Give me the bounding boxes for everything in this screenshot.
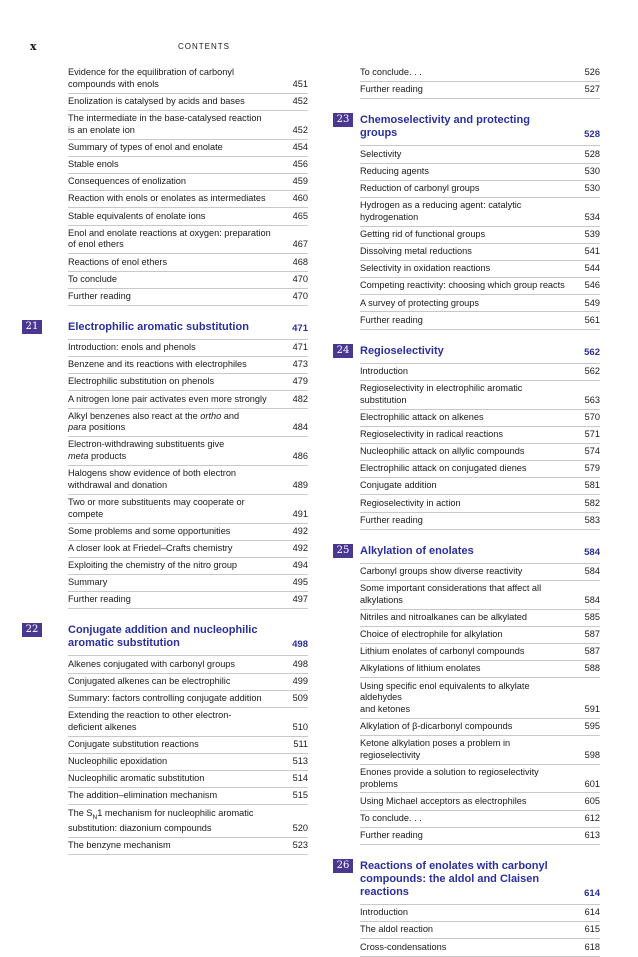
- chapter-heading: [336, 858, 600, 905]
- toc-entry: [360, 82, 600, 99]
- toc-entry: [360, 181, 600, 198]
- toc-entry: [360, 939, 600, 956]
- toc-entry-page: 494: [292, 560, 308, 571]
- toc-entry-page: 491: [292, 508, 308, 519]
- toc-entry-page: 471: [292, 342, 308, 353]
- toc-entry-page: 495: [292, 577, 308, 588]
- toc-entry-page: 497: [292, 594, 308, 605]
- toc-entry-page: 588: [584, 663, 600, 674]
- toc-entry-title: The addition–elimination mechanism: [68, 790, 218, 801]
- toc-entry: [68, 788, 308, 805]
- toc-entry-page: 591: [584, 703, 600, 714]
- toc-entry: [68, 157, 308, 174]
- toc-entry-page: 587: [584, 629, 600, 640]
- toc-entry: [360, 736, 600, 765]
- chapter-page: 528: [584, 129, 600, 141]
- toc-entry-page: 561: [584, 314, 600, 325]
- toc-entry: [68, 65, 308, 94]
- toc-entry: [360, 410, 600, 427]
- toc-entry: [360, 513, 600, 530]
- toc-entry-page: 584: [584, 565, 600, 576]
- toc-entry-title: Dissolving metal reductions: [360, 245, 472, 256]
- toc-entry-page: 579: [584, 463, 600, 474]
- toc-entry-page: 509: [292, 692, 308, 703]
- toc-entry-title: To conclude. . .: [360, 67, 422, 78]
- toc-entry: [360, 461, 600, 478]
- toc-entry-page: 484: [292, 422, 308, 433]
- toc-entry-title: Carbonyl groups show diverse reactivity: [360, 565, 523, 576]
- toc-entry-title: Conjugate substitution reactions: [68, 738, 199, 749]
- toc-entry-title: Nucleophilic attack on allylic compounds: [360, 446, 525, 457]
- toc-entry-page: 486: [292, 451, 308, 462]
- toc-entry-title: Further reading: [68, 290, 131, 301]
- toc-entry: [68, 289, 308, 306]
- toc-entry-title: Further reading: [360, 514, 423, 525]
- toc-entry-page: 570: [584, 411, 600, 422]
- toc-entry-page: 526: [584, 67, 600, 78]
- toc-entry-page: 528: [584, 148, 600, 159]
- toc-entry-page: 563: [584, 394, 600, 405]
- toc-entry-title: Further reading: [68, 594, 131, 605]
- toc-entry-title: Two or more substituents may cooperate or compete: [68, 497, 245, 519]
- toc-entry: [360, 65, 600, 82]
- toc-entry-title: Introduction: enols and phenols: [68, 342, 196, 353]
- toc-entry: [360, 312, 600, 329]
- toc-entry-title: Competing reactivity: choosing which group reacts: [360, 280, 565, 291]
- toc-entry: [68, 691, 308, 708]
- chapter-number-badge: 21: [22, 320, 42, 334]
- toc-entry-page: 527: [584, 84, 600, 95]
- toc-entry: [68, 495, 308, 524]
- toc-entry-title: Summary: [68, 577, 108, 588]
- toc-entry-title: Alkyl benzenes also react at the ortho and para positions: [68, 410, 240, 433]
- toc-entry-title: Nitriles and nitroalkanes can be alkylated: [360, 611, 527, 622]
- chapter-number-badge: 24: [333, 344, 353, 358]
- toc-entry: [68, 805, 308, 838]
- toc-entry: [360, 495, 600, 512]
- toc-entry-page: 468: [292, 256, 308, 267]
- toc-entry-title: Reaction with enols or enolates as intermediates: [68, 193, 266, 204]
- chapter-number-badge: 25: [333, 544, 353, 558]
- toc-entry-page: 489: [292, 479, 308, 490]
- toc-entry-page: 571: [584, 428, 600, 439]
- toc-entry-title: The intermediate in the base-catalysed reaction is an enolate ion: [68, 113, 262, 135]
- toc-entry: [360, 811, 600, 828]
- toc-entry-title: Consequences of enolization: [68, 176, 186, 187]
- toc-entry: [68, 226, 308, 255]
- page-number: x: [30, 40, 37, 53]
- toc-entry-page: 451: [292, 78, 308, 89]
- toc-entry: [68, 575, 308, 592]
- toc-entry: [68, 708, 308, 737]
- toc-entry: [68, 437, 308, 466]
- toc-entry-page: 510: [292, 721, 308, 732]
- toc-entry: [360, 564, 600, 581]
- toc-entry-page: 581: [584, 480, 600, 491]
- toc-entry: [68, 592, 308, 609]
- chapter-number-badge: 23: [333, 113, 353, 127]
- toc-entry: [360, 381, 600, 410]
- chapter-title: Reactions of enolates with carbonyl compounds: the aldol and Claisen reactions: [360, 860, 548, 898]
- toc-entry-title: Choice of electrophile for alkylation: [360, 629, 503, 640]
- toc-entry-page: 574: [584, 446, 600, 457]
- toc-entry: [360, 278, 600, 295]
- toc-entry-page: 515: [292, 790, 308, 801]
- toc-entry-title: Alkylation of β-dicarbonyl compounds: [360, 720, 513, 731]
- toc-entry: [68, 656, 308, 673]
- toc-entry-title: Summary: factors controlling conjugate addition: [68, 692, 262, 703]
- toc-entry-page: 473: [292, 359, 308, 370]
- toc-entry-page: 482: [292, 393, 308, 404]
- toc-entry-page: 614: [584, 907, 600, 918]
- toc-entry-title: Halogens show evidence of both electron withdrawal and donation: [68, 468, 237, 490]
- toc-entry-page: 452: [292, 124, 308, 135]
- toc-entry-title: A nitrogen lone pair activates even more strongly: [68, 393, 267, 404]
- toc-entry-page: 541: [584, 245, 600, 256]
- chapter-heading: [336, 343, 600, 364]
- toc-entry-page: 460: [292, 193, 308, 204]
- toc-entry-title: The $S_N1$ mechanism for nucleophilic aromatic substitution: diazonium compounds: [68, 807, 254, 834]
- toc-entry-title: The aldol reaction: [360, 924, 434, 935]
- toc-entry-title: Further reading: [360, 84, 423, 95]
- toc-entry: [68, 391, 308, 408]
- toc-entry-page: 454: [292, 141, 308, 152]
- toc-entry-page: 514: [292, 773, 308, 784]
- chapter-heading: [25, 622, 308, 656]
- toc-entry: [360, 364, 600, 381]
- toc-entry: [68, 524, 308, 541]
- toc-entry-page: 613: [584, 830, 600, 841]
- toc-entry-page: 585: [584, 611, 600, 622]
- toc-entry: [68, 737, 308, 754]
- toc-entry-title: Conjugate addition: [360, 480, 437, 491]
- toc-entry: [360, 444, 600, 461]
- toc-entry-title: To conclude. . .: [360, 812, 422, 823]
- toc-entry: [68, 191, 308, 208]
- toc-entry: [360, 661, 600, 678]
- toc-entry-title: Some problems and some opportunities: [68, 525, 231, 536]
- chapter-title: Electrophilic aromatic substitution: [68, 320, 249, 333]
- toc-entry-page: 492: [292, 542, 308, 553]
- chapter-page: 471: [292, 322, 308, 334]
- chapter-page: 562: [584, 346, 600, 358]
- toc-entry-page: 456: [292, 159, 308, 170]
- toc-entry: [360, 627, 600, 644]
- toc-entry-page: 584: [584, 594, 600, 605]
- toc-entry: [68, 838, 308, 855]
- toc-entry-page: 587: [584, 646, 600, 657]
- toc-entry-title: Electrophilic attack on conjugated dienes: [360, 463, 527, 474]
- toc-entry-title: Ketone alkylation poses a problem in regioselectivity: [360, 738, 511, 760]
- toc-entry-page: 499: [292, 675, 308, 686]
- toc-entry-page: 523: [292, 840, 308, 851]
- chapter-title: Alkylation of enolates: [360, 544, 474, 557]
- toc-entry-title: Regioselectivity in electrophilic aromatic substitution: [360, 383, 523, 405]
- toc-entry: [360, 793, 600, 810]
- toc-entry: [360, 198, 600, 227]
- toc-entry-page: 546: [584, 280, 600, 291]
- chapter-title: Regioselectivity: [360, 344, 444, 357]
- running-header: CONTENTS: [178, 42, 230, 51]
- toc-entry: [360, 828, 600, 845]
- toc-entry: [68, 208, 308, 225]
- toc-entry: [360, 610, 600, 627]
- toc-entry-title: Alkenes conjugated with carbonyl groups: [68, 658, 236, 669]
- toc-entry-title: Selectivity: [360, 148, 402, 159]
- toc-entry-page: 479: [292, 376, 308, 387]
- toc-entry: [68, 409, 308, 438]
- toc-entry-page: 470: [292, 290, 308, 301]
- toc-entry-title: Benzene and its reactions with electrophiles: [68, 359, 247, 370]
- toc-entry-title: Introduction: [360, 907, 409, 918]
- toc-entry-page: 470: [292, 273, 308, 284]
- toc-entry-page: 544: [584, 263, 600, 274]
- toc-entry-title: Hydrogen as a reducing agent: catalytic hydrogenation: [360, 200, 522, 222]
- toc-entry-title: Some important considerations that affect all alkylations: [360, 583, 542, 605]
- toc-entry: [360, 922, 600, 939]
- toc-entry: [360, 146, 600, 163]
- toc-entry-title: Enolization is catalysed by acids and bases: [68, 95, 245, 106]
- toc-entry-title: Selectivity in oxidation reactions: [360, 263, 491, 274]
- toc-entry-title: A closer look at Friedel–Crafts chemistry: [68, 542, 233, 553]
- toc-entry-title: Further reading: [360, 830, 423, 841]
- toc-entry-title: Enones provide a solution to regioselectivity problems: [360, 766, 539, 789]
- toc-entry: [68, 111, 308, 140]
- toc-entry-page: 615: [584, 924, 600, 935]
- toc-entry-page: 465: [292, 210, 308, 221]
- toc-entry-title: Exploiting the chemistry of the nitro group: [68, 560, 238, 571]
- toc-entry-title: Extending the reaction to other electron- deficient alkenes: [68, 710, 232, 732]
- toc-entry-title: Reactions of enol ethers: [68, 256, 168, 267]
- chapter-heading: [336, 543, 600, 564]
- toc-entry: [68, 374, 308, 391]
- toc-entry-title: Conjugated alkenes can be electrophilic: [68, 675, 231, 686]
- toc-entry-page: 459: [292, 176, 308, 187]
- toc-entry-title: Enol and enolate reactions at oxygen: preparation of enol ethers: [68, 227, 271, 250]
- toc-entry-title: Lithium enolates of carbonyl compounds: [360, 646, 525, 657]
- toc-entry-page: 582: [584, 497, 600, 508]
- toc-entry-title: Using Michael acceptors as electrophiles: [360, 795, 527, 806]
- toc-entry-page: 595: [584, 720, 600, 731]
- toc-entry-title: Cross-condensations: [360, 941, 447, 952]
- toc-entry: [360, 164, 600, 181]
- toc-entry-title: Introduction: [360, 365, 409, 376]
- toc-entry: [68, 754, 308, 771]
- toc-entry-title: The benzyne mechanism: [68, 840, 171, 851]
- toc-entry-title: Electron-withdrawing substituents give meta products: [68, 439, 225, 462]
- toc-left-column: [25, 65, 308, 855]
- toc-entry: [360, 244, 600, 261]
- toc-entry: [360, 295, 600, 312]
- toc-entry: [68, 272, 308, 289]
- toc-entry-title: Further reading: [360, 314, 423, 325]
- toc-entry-page: 492: [292, 525, 308, 536]
- toc-entry-title: Stable enols: [68, 159, 119, 170]
- toc-entry-page: 605: [584, 795, 600, 806]
- toc-entry-title: Stable equivalents of enolate ions: [68, 210, 206, 221]
- toc-right-column: [336, 65, 600, 957]
- toc-entry-page: 530: [584, 182, 600, 193]
- toc-entry: [68, 541, 308, 558]
- toc-entry: [360, 581, 600, 610]
- toc-entry-title: Electrophilic substitution on phenols: [68, 376, 215, 387]
- toc-entry-page: 598: [584, 749, 600, 760]
- toc-entry-title: Alkylations of lithium enolates: [360, 663, 481, 674]
- chapter-title: Chemoselectivity and protecting groups: [360, 114, 530, 140]
- toc-entry: [68, 357, 308, 374]
- toc-entry-page: 583: [584, 514, 600, 525]
- chapter-heading: [25, 319, 308, 340]
- toc-entry: [360, 678, 600, 718]
- toc-entry-page: 534: [584, 211, 600, 222]
- toc-entry: [360, 427, 600, 444]
- chapter-page: 498: [292, 639, 308, 651]
- toc-entry-title: To conclude: [68, 273, 118, 284]
- toc-entry-title: Regioselectivity in action: [360, 497, 461, 508]
- toc-entry-title: Nucleophilic epoxidation: [68, 756, 168, 767]
- toc-entry: [360, 478, 600, 495]
- toc-entry-page: 530: [584, 165, 600, 176]
- toc-entry-page: 539: [584, 228, 600, 239]
- toc-entry: [68, 340, 308, 357]
- toc-entry-page: 520: [292, 823, 308, 834]
- toc-entry: [68, 94, 308, 111]
- toc-entry-page: 513: [292, 756, 308, 767]
- toc-entry: [68, 174, 308, 191]
- toc-entry-page: 601: [584, 778, 600, 789]
- toc-entry: [68, 558, 308, 575]
- toc-entry-title: Reduction of carbonyl groups: [360, 182, 480, 193]
- chapter-number-badge: 22: [22, 623, 42, 637]
- toc-entry: [360, 644, 600, 661]
- toc-entry-page: 618: [584, 941, 600, 952]
- toc-entry: [360, 719, 600, 736]
- toc-entry-page: 467: [292, 239, 308, 250]
- chapter-number-badge: 26: [333, 859, 353, 873]
- toc-entry-title: Evidence for the equilibration of carbonyl compounds with enols: [68, 67, 234, 89]
- toc-entry-title: Reducing agents: [360, 165, 429, 176]
- toc-entry-title: Getting rid of functional groups: [360, 228, 486, 239]
- toc-entry-page: 498: [292, 658, 308, 669]
- toc-entry-title: Using specific enol equivalents to alkylate aldehydes and ketones: [360, 680, 530, 714]
- toc-entry: [360, 765, 600, 794]
- chapter-page: 614: [584, 888, 600, 899]
- toc-entry: [68, 674, 308, 691]
- chapter-title: Conjugate addition and nucleophilic aromatic substitution: [68, 624, 258, 650]
- toc-entry-page: 511: [293, 738, 308, 749]
- toc-entry: [68, 140, 308, 157]
- toc-entry-page: 612: [584, 812, 600, 823]
- chapter-page: 584: [584, 546, 600, 558]
- toc-entry-title: A survey of protecting groups: [360, 297, 479, 308]
- toc-entry: [360, 905, 600, 922]
- toc-entry-page: 549: [584, 297, 600, 308]
- toc-entry: [68, 771, 308, 788]
- toc-entry-page: 562: [584, 365, 600, 376]
- toc-entry-title: Summary of types of enol and enolate: [68, 141, 223, 152]
- toc-entry: [68, 466, 308, 495]
- toc-entry: [360, 261, 600, 278]
- toc-entry-title: Electrophilic attack on alkenes: [360, 411, 484, 422]
- toc-entry: [68, 254, 308, 271]
- toc-entry: [360, 227, 600, 244]
- toc-entry-page: 452: [292, 95, 308, 106]
- toc-entry-title: Regioselectivity in radical reactions: [360, 428, 503, 439]
- chapter-heading: [336, 112, 600, 146]
- toc-entry-title: Nucleophilic aromatic substitution: [68, 773, 205, 784]
